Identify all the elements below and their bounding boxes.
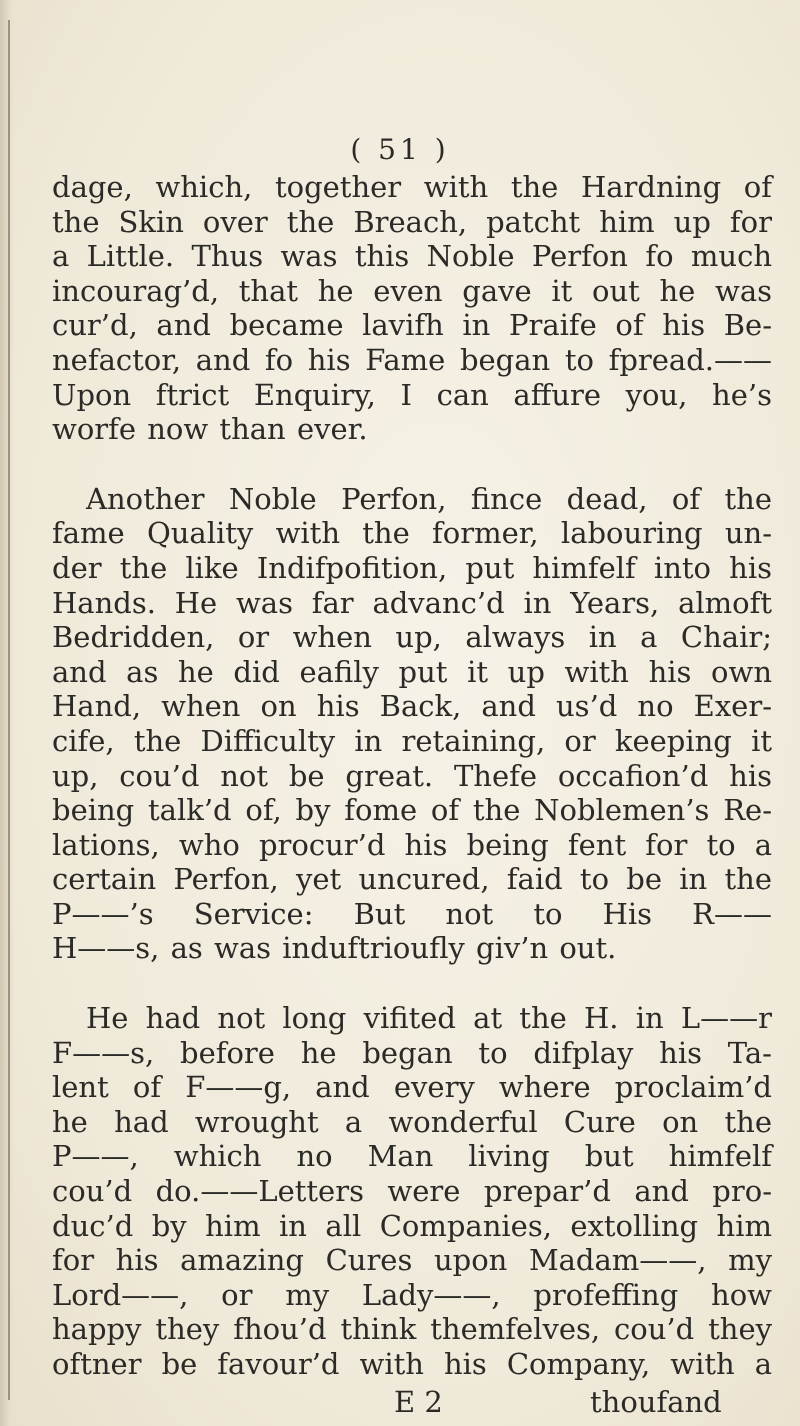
catchword: thoufand bbox=[590, 1385, 722, 1419]
text-line: happy they fhou’d think themfelves, cou’d they bbox=[52, 1312, 772, 1347]
body-text bbox=[52, 170, 772, 1382]
paragraph-gap bbox=[52, 447, 772, 482]
text-line: and as he did eafily put it up with his own bbox=[52, 654, 772, 689]
text-line: der the like Indifpofition, put himfelf into his bbox=[52, 550, 772, 585]
text-line: fame Quality with the former, labouring un- bbox=[52, 516, 772, 551]
text-line: cou’d do.——Letters were prepar’d and pro- bbox=[52, 1174, 772, 1209]
text-line: duc’d by him in all Companies, extolling him bbox=[52, 1208, 772, 1243]
text-line: the Skin over the Breach, patcht him up for bbox=[52, 204, 772, 239]
text-line: a Little. Thus was this Noble Perfon fo much bbox=[52, 239, 772, 274]
text-line: F——s, before he began to difplay his Ta- bbox=[52, 1035, 772, 1070]
text-line: cur’d, and became lavifh in Praife of his Be- bbox=[52, 308, 772, 343]
text-line: cife, the Difficulty in retaining, or keeping it bbox=[52, 723, 772, 758]
paragraph-gap bbox=[52, 966, 772, 1001]
text-line: he had wrought a wonderful Cure on the bbox=[52, 1104, 772, 1139]
text-line: oftner be favour’d with his Company, with a bbox=[52, 1347, 772, 1381]
page-footer bbox=[0, 1384, 800, 1420]
text-line: up, cou’d not be great. Thefe occafion’d his bbox=[52, 758, 772, 793]
page-edge-shadow bbox=[8, 20, 10, 1400]
text-line: P——, which no Man living but himfelf bbox=[52, 1139, 772, 1174]
text-line: Lord——, or my Lady——, profeffing how bbox=[52, 1277, 772, 1312]
text-line: Bedridden, or when up, always in a Chair; bbox=[52, 620, 772, 655]
text-line: worfe now than ever. bbox=[52, 412, 368, 447]
text-line: certain Perfon, yet uncured, faid to be in the bbox=[52, 862, 772, 897]
text-line: Upon ftrict Enquiry, I can affure you, he’s bbox=[52, 377, 772, 412]
text-line: lent of F——g, and every where proclaim’d bbox=[52, 1070, 772, 1105]
text-line: Another Noble Perfon, fince dead, of the bbox=[86, 481, 772, 516]
text-line: dage, which, together with the Hardning of bbox=[52, 170, 772, 204]
text-line: incourag’d, that he even gave it out he was bbox=[52, 273, 772, 308]
text-line: lations, who procur’d his being fent for to a bbox=[52, 827, 772, 862]
text-line: Hand, when on his Back, and us’d no Exer- bbox=[52, 689, 772, 724]
page-number: ( 51 ) bbox=[350, 133, 450, 166]
page-binding-edge bbox=[0, 0, 14, 1426]
text-line: P——’s Service: But not to His R—— bbox=[52, 896, 772, 931]
text-line: being talk’d of, by fome of the Noblemen’s Re- bbox=[52, 793, 772, 828]
signature-mark: E 2 bbox=[394, 1385, 443, 1419]
text-line: He had not long vifited at the H. in L——r bbox=[86, 1001, 772, 1036]
text-line: for his amazing Cures upon Madam——, my bbox=[52, 1243, 772, 1278]
text-line: H——s, as was induftrioufly giv’n out. bbox=[52, 931, 617, 966]
text-line: nefactor, and fo his Fame began to fpread.—— bbox=[52, 342, 772, 377]
text-line: Hands. He was far advanc’d in Years, almoft bbox=[52, 585, 772, 620]
